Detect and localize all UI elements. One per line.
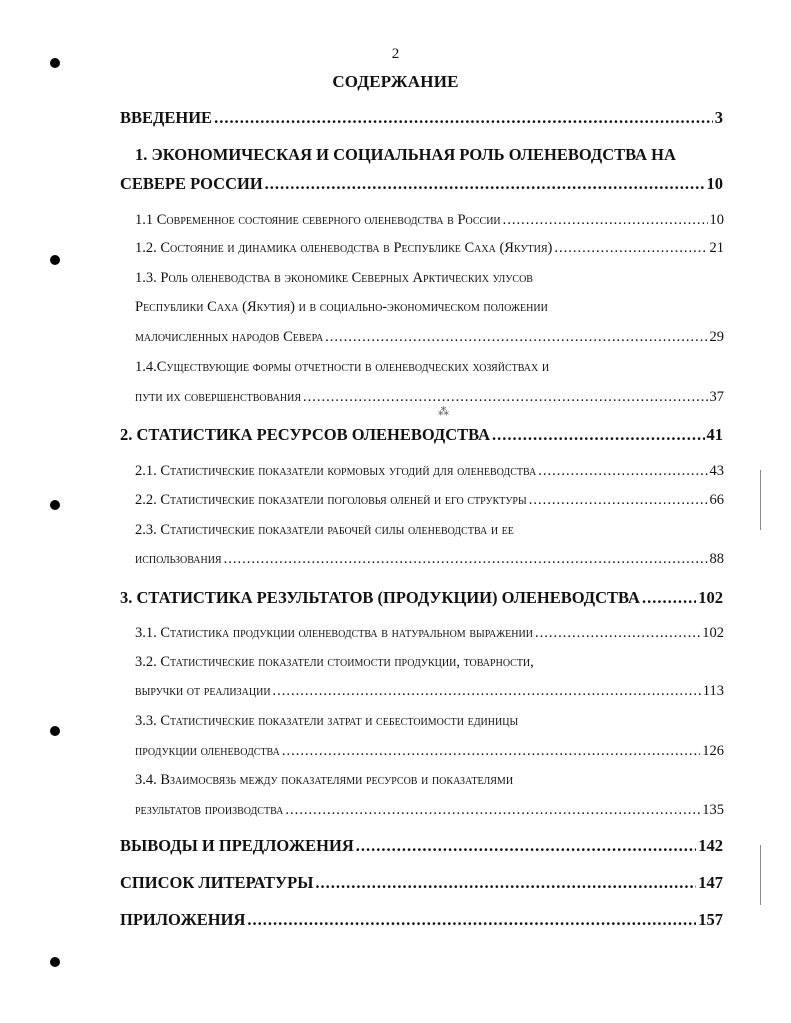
toc-section-1-4-line-1[interactable] — [135, 360, 724, 375]
toc-section-1-3-line-2[interactable] — [135, 300, 724, 315]
page-number: 2 — [391, 46, 400, 62]
dot-leader — [315, 875, 696, 892]
toc-entry-label: 1. ЭКОНОМИЧЕСКАЯ И СОЦИАЛЬНАЯ РОЛЬ ОЛЕНЕВОДСТВА НА — [135, 145, 676, 164]
toc-section-1-3-line-1[interactable] — [135, 271, 724, 286]
dot-leader — [282, 744, 700, 759]
toc-entry-page: 142 — [698, 836, 723, 855]
toc-entry-label: СЕВЕРЕ РОССИИ — [120, 174, 263, 193]
toc-entry-page: 21 — [709, 240, 724, 256]
toc-entry-label: малочисленных народов Севера — [135, 329, 324, 345]
toc-entry-page: 102 — [702, 625, 724, 641]
toc-entry-page: 102 — [698, 588, 723, 607]
toc-chapter-3[interactable] — [120, 590, 723, 607]
toc-entry-page: 37 — [709, 389, 724, 405]
toc-section-3-3-line-2[interactable] — [135, 744, 724, 759]
toc-entry-label: пути их совершенствования — [135, 389, 302, 405]
toc-section-3-2-line-1[interactable] — [135, 655, 724, 670]
toc-entry-label: 1.3. Роль оленеводства в экономике Северных Арктических улусов — [135, 270, 533, 286]
toc-entry-page: 88 — [709, 551, 724, 567]
dot-leader — [214, 110, 713, 127]
toc-entry-label: 3.3. Статистические показатели затрат и себестоимости единицы — [135, 713, 519, 729]
toc-entry-page: 66 — [709, 492, 724, 508]
toc-entry-page: 29 — [709, 329, 724, 345]
toc-section-1-4-line-2[interactable] — [135, 390, 724, 405]
toc-chapter-1-line-1[interactable] — [135, 147, 723, 164]
toc-section-2-3-line-1[interactable] — [135, 523, 724, 538]
binding-hole-mark — [50, 726, 60, 736]
toc-entry-page: 43 — [709, 463, 724, 479]
dot-leader — [265, 176, 705, 193]
binding-hole-mark — [50, 255, 60, 265]
toc-entry-page: 147 — [698, 873, 723, 892]
toc-entry-conclusions[interactable] — [120, 838, 723, 855]
toc-section-3-4-line-2[interactable] — [135, 803, 724, 818]
toc-entry-label: ПРИЛОЖЕНИЯ — [120, 910, 246, 929]
toc-chapter-2[interactable] — [120, 427, 723, 444]
toc-entry-page: 157 — [698, 910, 723, 929]
binding-hole-mark — [50, 500, 60, 510]
toc-entry-label: 2.1. Статистические показатели кормовых угодий для оленеводства — [135, 463, 537, 479]
toc-entry-appendices[interactable] — [120, 912, 723, 929]
toc-entry-label: 1.2. Состояние и динамика оленеводства в Республике Саха (Якутия) — [135, 240, 553, 256]
dot-leader — [285, 803, 700, 818]
dot-leader — [642, 590, 696, 607]
toc-entry-page: 3 — [714, 108, 723, 127]
toc-section-1-3-line-3[interactable] — [135, 330, 724, 345]
toc-entry-introduction[interactable] — [120, 110, 723, 127]
scan-smudge-mark: ⁂ — [438, 406, 449, 418]
dot-leader — [356, 838, 696, 855]
toc-section-3-1[interactable] — [135, 626, 724, 641]
toc-entry-label: 3.2. Статистические показатели стоимости продукции, товарности, — [135, 654, 534, 670]
dot-leader — [224, 552, 708, 567]
toc-entry-label: ВЫВОДЫ И ПРЕДЛОЖЕНИЯ — [120, 836, 354, 855]
dot-leader — [503, 213, 708, 228]
binding-hole-mark — [50, 957, 60, 967]
toc-section-3-4-line-1[interactable] — [135, 773, 724, 788]
dot-leader — [529, 493, 708, 508]
toc-entry-page: 135 — [702, 802, 724, 818]
toc-entry-label: СПИСОК ЛИТЕРАТУРЫ — [120, 873, 314, 892]
toc-chapter-1-line-2[interactable] — [120, 176, 723, 193]
toc-entry-label: использования — [135, 551, 222, 567]
toc-section-3-3-line-1[interactable] — [135, 714, 724, 729]
dot-leader — [538, 464, 707, 479]
toc-section-1-2[interactable] — [135, 241, 724, 256]
toc-entry-label: ВВЕДЕНИЕ — [120, 108, 213, 127]
toc-entry-label: продукции оленеводства — [135, 743, 280, 759]
toc-entry-label: 2.3. Статистические показатели рабочей силы оленеводства и ее — [135, 522, 514, 538]
scan-edge-mark — [760, 470, 761, 530]
toc-entry-references[interactable] — [120, 875, 723, 892]
dot-leader — [535, 626, 700, 641]
toc-entry-label: 1.4.Существующие формы отчетности в оленеводческих хозяйствах и — [135, 359, 550, 375]
dot-leader — [325, 330, 707, 345]
page-title: СОДЕРЖАНИЕ — [332, 72, 459, 91]
toc-section-2-3-line-2[interactable] — [135, 552, 724, 567]
dot-leader — [247, 912, 696, 929]
dot-leader — [554, 241, 707, 256]
toc-entry-label: 3.4. Взаимосвязь между показателями ресурсов и показателями — [135, 772, 514, 788]
toc-entry-page: 126 — [702, 743, 724, 759]
dot-leader — [492, 427, 704, 444]
toc-entry-label: 2. СТАТИСТИКА РЕСУРСОВ ОЛЕНЕВОДСТВА — [120, 425, 491, 444]
toc-entry-page: 10 — [706, 174, 723, 193]
toc-entry-label: результатов производства — [135, 802, 284, 818]
dot-leader — [273, 684, 701, 699]
toc-entry-page: 41 — [706, 425, 723, 444]
toc-section-2-2[interactable] — [135, 493, 724, 508]
dot-leader — [303, 390, 707, 405]
toc-entry-page: 10 — [709, 212, 724, 228]
toc-entry-label: 3. СТАТИСТИКА РЕЗУЛЬТАТОВ (ПРОДУКЦИИ) ОЛЕНЕВОДСТВА — [120, 588, 640, 607]
toc-section-2-1[interactable] — [135, 464, 724, 479]
toc-section-3-2-line-2[interactable] — [135, 684, 724, 699]
toc-entry-page: 113 — [702, 683, 724, 699]
toc-entry-label: 1.1 Современное состояние северного оленеводства в России — [135, 212, 501, 228]
toc-entry-label: выручки от реализации — [135, 683, 271, 699]
scan-edge-mark — [760, 845, 761, 905]
toc-entry-label: 3.1. Статистика продукции оленеводства в натуральном выражении — [135, 625, 533, 641]
toc-entry-label: 2.2. Статистические показатели поголовья оленей и его структуры — [135, 492, 527, 508]
toc-entry-label: Республики Саха (Якутия) и в социально-экономическом положении — [135, 299, 548, 315]
toc-section-1-1[interactable] — [135, 213, 724, 228]
